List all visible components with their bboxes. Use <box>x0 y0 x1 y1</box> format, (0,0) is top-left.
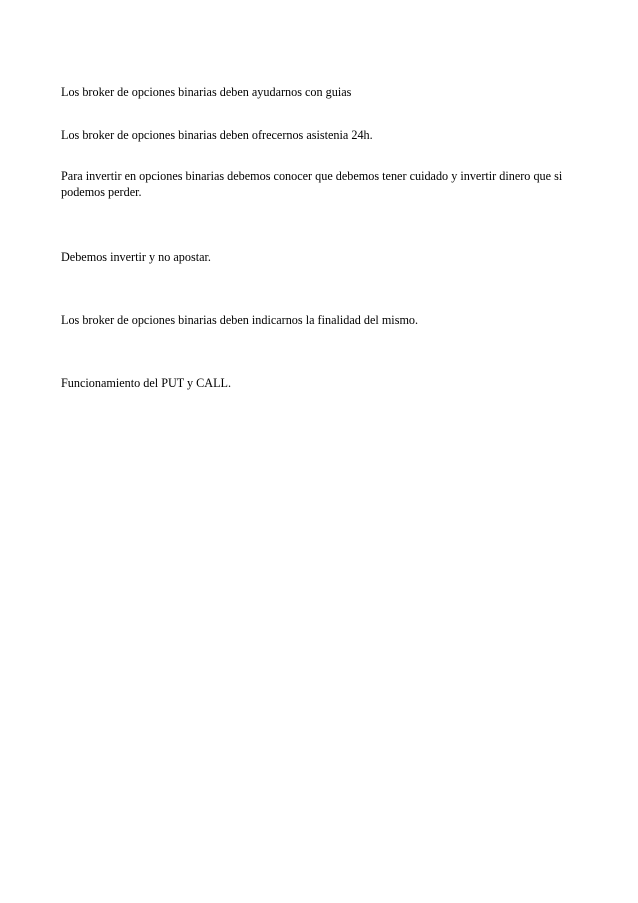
paragraph-guides: Los broker de opciones binarias deben ayudarnos con guias <box>61 85 352 99</box>
paragraph-put-call: Funcionamiento del PUT y CALL. <box>61 376 232 390</box>
paragraph-invest-caution: Para invertir en opciones binarias debemos conocer que debemos tener cuidado y invertir dinero que si podemos perder. <box>61 169 563 199</box>
paragraph-purpose: Los broker de opciones binarias deben indicarnos la finalidad del mismo. <box>61 313 419 327</box>
paragraph-invest-not-gamble: Debemos invertir y no apostar. <box>61 250 211 264</box>
paragraph-assistance: Los broker de opciones binarias deben ofrecernos asistenia 24h. <box>61 128 373 142</box>
